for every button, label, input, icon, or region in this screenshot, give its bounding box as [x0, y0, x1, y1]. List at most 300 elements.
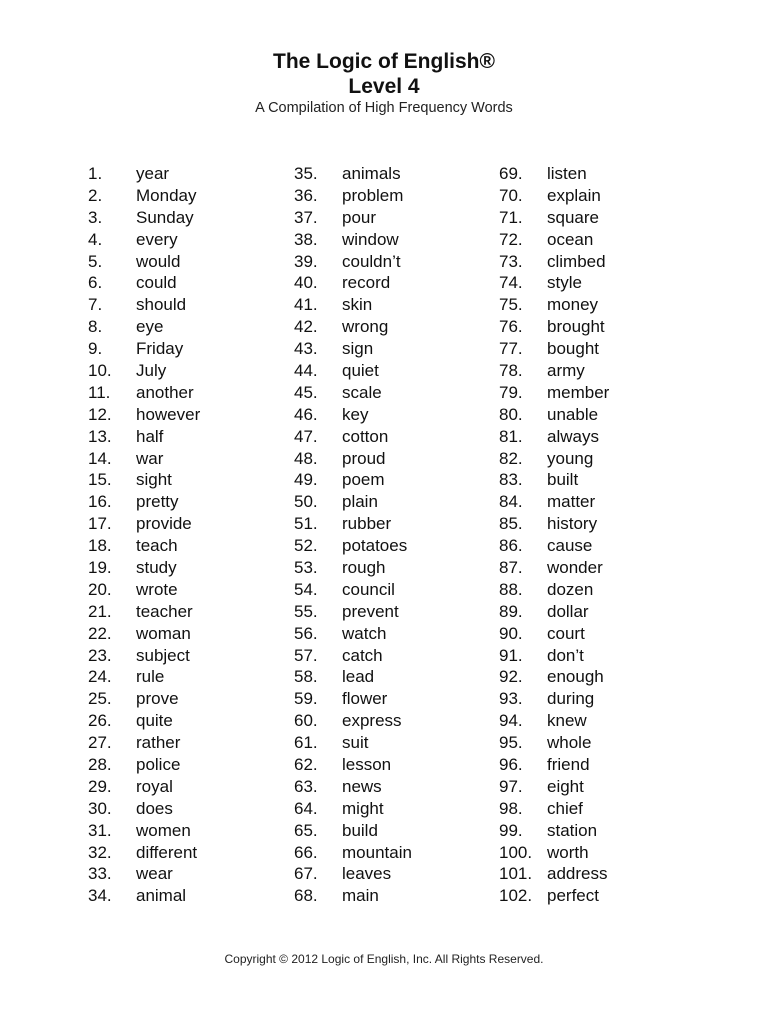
item-word: express	[342, 711, 402, 731]
item-word: matter	[547, 492, 596, 512]
word-list-item	[499, 404, 609, 426]
word-list-item	[88, 710, 200, 732]
word-list-item	[499, 469, 609, 491]
item-number: 75.	[499, 295, 523, 315]
item-word: army	[547, 360, 585, 380]
item-number: 3.	[88, 207, 103, 227]
item-number: 97.	[499, 776, 523, 796]
word-list-item	[294, 207, 412, 229]
item-word: perfect	[547, 886, 599, 906]
item-number: 87.	[499, 557, 523, 577]
item-number: 60.	[294, 711, 318, 731]
word-list-item	[88, 207, 200, 229]
item-number: 24.	[88, 667, 112, 687]
item-word: mountain	[342, 842, 412, 862]
item-word: build	[342, 820, 378, 840]
item-number: 22.	[88, 623, 112, 643]
item-number: 71.	[499, 207, 523, 227]
word-list-item	[499, 207, 609, 229]
item-word: rather	[136, 733, 181, 753]
item-number: 62.	[294, 754, 318, 774]
item-word: quite	[136, 711, 173, 731]
word-list-item	[294, 798, 412, 820]
item-number: 67.	[294, 864, 318, 884]
item-word: half	[136, 426, 164, 446]
word-list-item	[499, 360, 609, 382]
word-list-item	[294, 513, 412, 535]
item-number: 74.	[499, 273, 523, 293]
item-number: 76.	[499, 317, 523, 337]
word-list-item	[499, 798, 609, 820]
item-word: Friday	[136, 339, 184, 359]
item-number: 37.	[294, 207, 318, 227]
word-list-item	[88, 623, 200, 645]
item-number: 84.	[499, 492, 523, 512]
item-number: 55.	[294, 601, 318, 621]
word-list-item	[88, 885, 200, 907]
item-number: 86.	[499, 536, 523, 556]
item-number: 32.	[88, 842, 112, 862]
item-number: 9.	[88, 339, 103, 359]
word-list-item	[88, 842, 200, 864]
item-number: 43.	[294, 339, 318, 359]
word-list-item	[294, 251, 412, 273]
item-word: pour	[342, 207, 377, 227]
item-number: 36.	[294, 185, 318, 205]
item-number: 30.	[88, 798, 112, 818]
item-word: rough	[342, 557, 386, 577]
word-list-item	[88, 382, 200, 404]
word-list-item	[499, 185, 609, 207]
item-word: year	[136, 163, 170, 183]
word-list-item	[88, 426, 200, 448]
item-word: news	[342, 776, 382, 796]
word-list-item	[294, 316, 412, 338]
item-word: should	[136, 295, 187, 315]
item-number: 20.	[88, 579, 112, 599]
item-word: during	[547, 689, 595, 709]
word-list-item	[294, 338, 412, 360]
word-list-item	[499, 557, 609, 579]
item-number: 44.	[294, 360, 318, 380]
word-list-item	[88, 688, 200, 710]
item-word: main	[342, 886, 379, 906]
item-number: 56.	[294, 623, 318, 643]
item-word: prove	[136, 689, 179, 709]
item-number: 16.	[88, 492, 112, 512]
item-number: 99.	[499, 820, 523, 840]
item-number: 100.	[499, 842, 533, 862]
item-number: 29.	[88, 776, 112, 796]
item-word: chief	[547, 798, 583, 818]
item-number: 80.	[499, 404, 523, 424]
word-list-item	[294, 820, 412, 842]
word-list-item	[294, 272, 412, 294]
item-number: 7.	[88, 295, 103, 315]
word-list-item	[499, 535, 609, 557]
item-number: 51.	[294, 514, 318, 534]
item-word: cause	[547, 536, 593, 556]
item-number: 10.	[88, 360, 112, 380]
item-number: 96.	[499, 754, 523, 774]
item-number: 63.	[294, 776, 318, 796]
word-list-item	[294, 623, 412, 645]
item-word: could	[136, 273, 177, 293]
document-subtitle: A Compilation of High Frequency Words	[255, 100, 513, 116]
item-word: scale	[342, 382, 382, 402]
item-word: record	[342, 273, 391, 293]
item-word: eye	[136, 317, 164, 337]
item-word: would	[136, 251, 181, 271]
item-number: 77.	[499, 339, 523, 359]
word-list-item	[294, 645, 412, 667]
word-list-item	[88, 316, 200, 338]
item-word: does	[136, 798, 173, 818]
item-number: 83.	[499, 470, 523, 490]
word-list-item	[499, 666, 609, 688]
item-number: 98.	[499, 798, 523, 818]
item-number: 31.	[88, 820, 112, 840]
item-number: 33.	[88, 864, 112, 884]
item-number: 35.	[294, 163, 318, 183]
word-list-item	[499, 294, 609, 316]
word-list-item	[88, 579, 200, 601]
item-word: dollar	[547, 601, 589, 621]
item-word: couldn’t	[342, 251, 401, 271]
item-word: style	[547, 273, 582, 293]
item-word: proud	[342, 448, 386, 468]
item-word: history	[547, 514, 598, 534]
word-list-item	[88, 229, 200, 251]
item-word: Sunday	[136, 207, 194, 227]
word-list-item	[499, 864, 609, 886]
item-number: 42.	[294, 317, 318, 337]
item-number: 18.	[88, 536, 112, 556]
item-number: 68.	[294, 886, 318, 906]
word-list-item	[88, 666, 200, 688]
item-number: 17.	[88, 514, 112, 534]
item-number: 25.	[88, 689, 112, 709]
item-word: leaves	[342, 864, 392, 884]
word-list-item	[294, 294, 412, 316]
word-list-item	[499, 491, 609, 513]
item-number: 69.	[499, 163, 523, 183]
document-header	[0, 49, 768, 117]
item-number: 82.	[499, 448, 523, 468]
item-word: teach	[136, 536, 178, 556]
word-list-item	[499, 229, 609, 251]
item-word: member	[547, 382, 610, 402]
item-number: 50.	[294, 492, 318, 512]
word-list-item	[294, 864, 412, 886]
item-number: 14.	[88, 448, 112, 468]
word-list-item	[294, 382, 412, 404]
item-word: catch	[342, 645, 383, 665]
word-list-item	[294, 885, 412, 907]
item-number: 81.	[499, 426, 523, 446]
word-list-item	[499, 513, 609, 535]
word-list-item	[294, 579, 412, 601]
item-number: 47.	[294, 426, 318, 446]
item-word: explain	[547, 185, 601, 205]
item-number: 4.	[88, 229, 103, 249]
item-number: 39.	[294, 251, 318, 271]
word-list-item	[88, 535, 200, 557]
item-word: climbed	[547, 251, 606, 271]
item-number: 1.	[88, 163, 103, 183]
item-number: 27.	[88, 733, 112, 753]
item-word: wear	[136, 864, 173, 884]
word-list-item	[294, 491, 412, 513]
word-list-item	[88, 251, 200, 273]
word-list-item	[294, 601, 412, 623]
item-word: flower	[342, 689, 388, 709]
word-list-item	[294, 426, 412, 448]
item-number: 6.	[88, 273, 103, 293]
item-number: 11.	[88, 382, 111, 402]
item-number: 78.	[499, 360, 523, 380]
item-number: 72.	[499, 229, 523, 249]
document-title: The Logic of English®	[273, 50, 495, 73]
word-list-item	[499, 732, 609, 754]
word-list-item	[88, 798, 200, 820]
word-list-item	[88, 557, 200, 579]
item-word: potatoes	[342, 536, 408, 556]
word-list-item	[499, 820, 609, 842]
item-number: 2.	[88, 185, 103, 205]
item-number: 23.	[88, 645, 112, 665]
word-list-item	[294, 163, 412, 185]
word-list-item	[88, 469, 200, 491]
word-column-3	[499, 163, 609, 907]
item-word: problem	[342, 185, 404, 205]
item-word: study	[136, 557, 177, 577]
item-word: Monday	[136, 185, 197, 205]
item-number: 90.	[499, 623, 523, 643]
word-list-item	[499, 645, 609, 667]
item-number: 49.	[294, 470, 318, 490]
word-column-1	[88, 163, 200, 907]
item-word: ocean	[547, 229, 594, 249]
item-word: council	[342, 579, 395, 599]
word-list-item	[88, 360, 200, 382]
item-number: 101.	[499, 864, 533, 884]
item-word: plain	[342, 492, 378, 512]
item-word: dozen	[547, 579, 594, 599]
item-word: every	[136, 229, 178, 249]
word-list-item	[88, 732, 200, 754]
word-list-item	[294, 469, 412, 491]
item-word: subject	[136, 645, 190, 665]
item-word: animal	[136, 886, 187, 906]
item-word: rule	[136, 667, 165, 687]
item-number: 26.	[88, 711, 112, 731]
word-list-item	[88, 294, 200, 316]
word-list-item	[294, 448, 412, 470]
item-word: quiet	[342, 360, 379, 380]
item-word: provide	[136, 514, 192, 534]
word-list-item	[294, 229, 412, 251]
item-number: 40.	[294, 273, 318, 293]
item-word: station	[547, 820, 598, 840]
item-number: 92.	[499, 667, 523, 687]
item-number: 88.	[499, 579, 523, 599]
item-number: 70.	[499, 185, 523, 205]
word-list-item	[294, 360, 412, 382]
item-number: 73.	[499, 251, 523, 271]
item-number: 58.	[294, 667, 318, 687]
item-word: different	[136, 842, 198, 862]
item-word: animals	[342, 163, 401, 183]
word-list-item	[499, 688, 609, 710]
item-number: 79.	[499, 382, 523, 402]
item-number: 93.	[499, 689, 523, 709]
item-word: woman	[136, 623, 191, 643]
word-list-item	[499, 448, 609, 470]
item-number: 95.	[499, 733, 523, 753]
item-number: 65.	[294, 820, 318, 840]
item-number: 34.	[88, 886, 112, 906]
item-word: window	[342, 229, 399, 249]
word-list-item	[88, 185, 200, 207]
item-number: 85.	[499, 514, 523, 534]
item-word: money	[547, 295, 599, 315]
item-number: 21.	[88, 601, 112, 621]
item-number: 66.	[294, 842, 318, 862]
word-list-item	[499, 426, 609, 448]
word-list-item	[499, 623, 609, 645]
item-word: watch	[342, 623, 387, 643]
item-number: 28.	[88, 754, 112, 774]
word-list-item	[294, 557, 412, 579]
item-number: 45.	[294, 382, 318, 402]
word-list-item	[88, 272, 200, 294]
item-number: 52.	[294, 536, 318, 556]
item-word: however	[136, 404, 201, 424]
word-list-item	[499, 316, 609, 338]
word-list-item	[294, 732, 412, 754]
item-word: enough	[547, 667, 604, 687]
item-word: poem	[342, 470, 385, 490]
item-word: suit	[342, 733, 369, 753]
item-number: 59.	[294, 689, 318, 709]
word-list-item	[88, 754, 200, 776]
word-list-item	[88, 491, 200, 513]
item-word: teacher	[136, 601, 193, 621]
item-number: 91.	[499, 645, 523, 665]
word-list-item	[88, 448, 200, 470]
item-word: might	[342, 798, 384, 818]
item-word: brought	[547, 317, 605, 337]
item-word: wrong	[342, 317, 389, 337]
item-number: 102.	[499, 886, 533, 906]
word-list-item	[88, 820, 200, 842]
item-number: 53.	[294, 557, 318, 577]
word-list-item	[88, 601, 200, 623]
word-list-item	[499, 251, 609, 273]
item-number: 12.	[88, 404, 112, 424]
item-word: worth	[547, 842, 589, 862]
item-number: 48.	[294, 448, 318, 468]
word-list-item	[499, 272, 609, 294]
item-word: don’t	[547, 645, 584, 665]
item-number: 89.	[499, 601, 523, 621]
item-number: 54.	[294, 579, 318, 599]
item-word: bought	[547, 339, 599, 359]
item-word: friend	[547, 754, 590, 774]
word-list-item	[499, 163, 609, 185]
item-word: pretty	[136, 492, 179, 512]
item-number: 64.	[294, 798, 318, 818]
word-list-item	[294, 404, 412, 426]
item-number: 5.	[88, 251, 103, 271]
item-word: another	[136, 382, 194, 402]
word-list-item	[499, 842, 609, 864]
item-number: 61.	[294, 733, 318, 753]
word-list-item	[499, 579, 609, 601]
item-word: listen	[547, 163, 587, 183]
item-word: women	[136, 820, 191, 840]
item-number: 94.	[499, 711, 523, 731]
item-word: young	[547, 448, 594, 468]
item-word: address	[547, 864, 608, 884]
level-title: Level 4	[348, 75, 420, 98]
word-column-2	[294, 163, 412, 907]
item-word: wrote	[136, 579, 178, 599]
word-list-item	[88, 645, 200, 667]
item-word: cotton	[342, 426, 389, 446]
word-list-item	[88, 513, 200, 535]
item-word: built	[547, 470, 579, 490]
word-list-item	[499, 754, 609, 776]
item-number: 8.	[88, 317, 103, 337]
item-word: key	[342, 404, 369, 424]
item-word: unable	[547, 404, 599, 424]
copyright-footer: Copyright © 2012 Logic of English, Inc. All Rights Reserved.	[224, 952, 544, 966]
item-word: war	[136, 448, 164, 468]
item-word: police	[136, 754, 181, 774]
word-list-item	[294, 535, 412, 557]
word-list-item	[88, 864, 200, 886]
word-list-item	[499, 601, 609, 623]
item-word: sight	[136, 470, 172, 490]
word-list-item	[88, 338, 200, 360]
item-number: 19.	[88, 557, 112, 577]
item-word: lead	[342, 667, 375, 687]
word-list-item	[294, 688, 412, 710]
word-list-item	[294, 754, 412, 776]
item-word: sign	[342, 339, 374, 359]
item-number: 57.	[294, 645, 318, 665]
word-list-item	[88, 404, 200, 426]
item-word: square	[547, 207, 599, 227]
word-list-item	[499, 776, 609, 798]
word-list-item	[294, 776, 412, 798]
item-word: skin	[342, 295, 373, 315]
word-list-item	[294, 666, 412, 688]
item-word: whole	[547, 733, 592, 753]
item-number: 15.	[88, 470, 112, 490]
word-list-item	[499, 338, 609, 360]
item-word: prevent	[342, 601, 399, 621]
word-list-item	[499, 710, 609, 732]
item-word: always	[547, 426, 599, 446]
word-list-item	[294, 710, 412, 732]
item-number: 13.	[88, 426, 112, 446]
word-list-item	[499, 885, 609, 907]
word-list-item	[294, 842, 412, 864]
item-number: 46.	[294, 404, 318, 424]
